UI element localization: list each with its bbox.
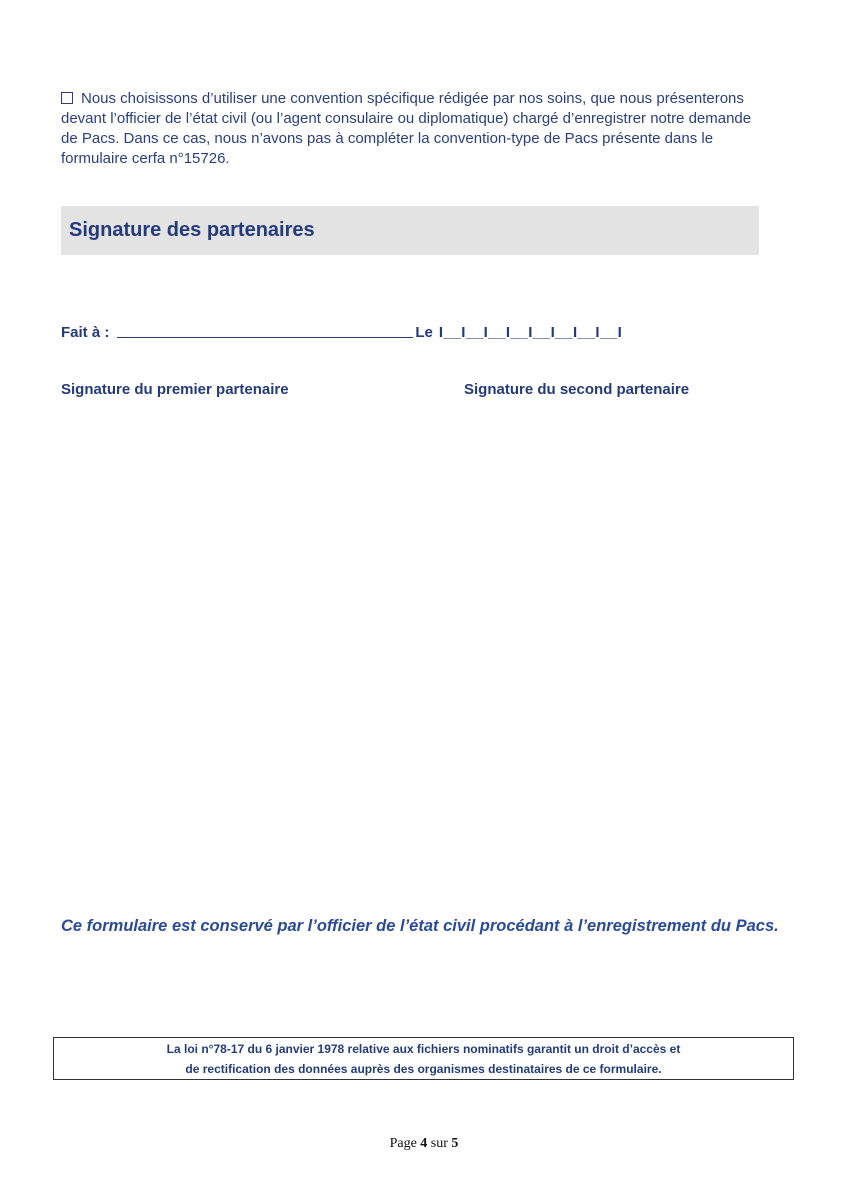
page-total: 5 bbox=[451, 1136, 459, 1151]
first-partner-signature-label: Signature du premier partenaire bbox=[61, 381, 289, 398]
fait-label: Fait à : bbox=[61, 324, 110, 341]
page-separator: sur bbox=[430, 1136, 448, 1151]
law-notice-line-1: La loi n°78-17 du 6 janvier 1978 relative aux fichiers nominatifs garantit un droit d’accès et bbox=[166, 1041, 681, 1056]
page-current: 4 bbox=[420, 1136, 428, 1151]
law-notice-line-2: de rectification des données auprès des organismes destinataires de ce formulaire. bbox=[185, 1061, 662, 1076]
custom-convention-checkbox[interactable] bbox=[61, 92, 73, 104]
second-partner-signature-label: Signature du second partenaire bbox=[464, 381, 690, 398]
place-date-row bbox=[61, 321, 622, 341]
retention-notice: Ce formulaire est conservé par l’officier de l’état civil procédant à l’enregistrement du Pacs. bbox=[61, 917, 779, 935]
page-number bbox=[0, 1136, 848, 1152]
custom-convention-text: Nous choisissons d’utiliser une convention spécifique rédigée par nos soins, que nous présenterons devant l’officier de l’état civil (ou l’agent consulaire ou diplomatique) chargé d’enregistrer notre demande de Pacs. Dans ce cas, nous n’avons pas à compléter la convention-type de Pacs présente dans le formulaire cerfa n°15726. bbox=[61, 90, 752, 167]
section-title: Signature des partenaires bbox=[69, 219, 315, 241]
place-input-line[interactable] bbox=[117, 323, 413, 338]
date-input-slots[interactable]: I__I__I__I__I__I__I__I__I bbox=[438, 324, 623, 341]
custom-convention-option bbox=[61, 89, 761, 169]
le-label: Le bbox=[415, 324, 433, 341]
signature-section-header bbox=[61, 206, 759, 255]
page-prefix: Page bbox=[389, 1136, 417, 1151]
law-notice-box bbox=[53, 1037, 794, 1080]
